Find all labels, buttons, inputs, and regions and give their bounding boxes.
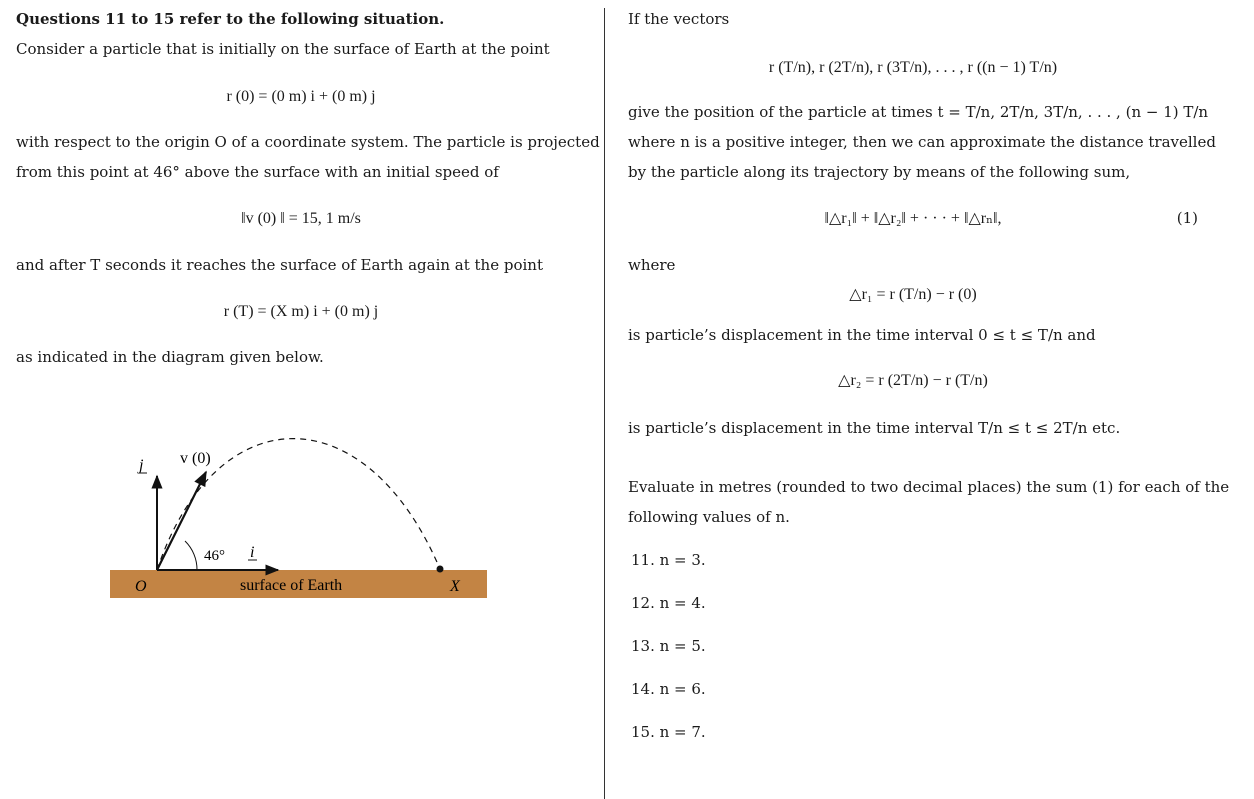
equation-rT: r (T) = (X m) i + (0 m) j bbox=[223, 303, 379, 320]
velocity-arrow bbox=[157, 472, 206, 570]
paragraph-projection: from this point at 46° above the surface with an initial speed of bbox=[16, 163, 499, 181]
label-surface: surface of Earth bbox=[240, 577, 343, 594]
label-j: j bbox=[139, 457, 144, 474]
trajectory-diagram bbox=[16, 400, 586, 640]
paragraph-diagram-ref: as indicated in the diagram given below. bbox=[16, 348, 324, 366]
question-12: 12. n = 4. bbox=[631, 594, 706, 612]
label-X: X bbox=[450, 578, 460, 595]
paragraph-interval-1: is particle’s displacement in the time interval 0 ≤ t ≤ T/n and bbox=[628, 326, 1096, 344]
question-11: 11. n = 3. bbox=[631, 551, 706, 569]
paragraph-sum-intro: by the particle along its trajectory by means of the following sum, bbox=[628, 163, 1131, 181]
right-column bbox=[628, 0, 1230, 799]
angle-arc bbox=[185, 541, 197, 570]
paragraph-evaluate: Evaluate in metres (rounded to two decimal places) the sum (1) for each of the bbox=[628, 478, 1230, 496]
label-i: i bbox=[250, 544, 255, 561]
label-angle: 46° bbox=[204, 548, 225, 564]
questions-heading: Questions 11 to 15 refer to the following situation. bbox=[16, 10, 445, 28]
equation-vectors: r (T/n), r (2T/n), r (3T/n), . . . , r ((n − 1) T/n) bbox=[768, 59, 1058, 76]
equation-r0: r (0) = (0 m) i + (0 m) j bbox=[226, 88, 376, 105]
left-column bbox=[16, 0, 600, 799]
label-v0: v (0) bbox=[180, 450, 211, 467]
question-14: 14. n = 6. bbox=[631, 680, 706, 698]
intro-paragraph: Consider a particle that is initially on the surface of Earth at the point bbox=[16, 40, 550, 58]
paragraph-vectors-intro: If the vectors bbox=[628, 10, 730, 28]
paragraph-where: where bbox=[628, 256, 676, 274]
question-13: 13. n = 5. bbox=[631, 637, 706, 655]
paragraph-interval-2: is particle’s displacement in the time interval T/n ≤ t ≤ 2T/n etc. bbox=[628, 419, 1121, 437]
equation-dr2: △r₂ = r (2T/n) − r (T/n) bbox=[838, 372, 988, 389]
label-origin: O bbox=[135, 578, 147, 595]
question-15: 15. n = 7. bbox=[631, 723, 706, 741]
paragraph-landing: and after T seconds it reaches the surface of Earth again at the point bbox=[16, 256, 543, 274]
equation-sum: ‖△r₁‖ + ‖△r₂‖ + · · · + ‖△rₙ‖, bbox=[824, 210, 1002, 227]
equation-number: (1) bbox=[1176, 209, 1198, 227]
paragraph-values: following values of n. bbox=[628, 508, 790, 526]
paragraph-origin: with respect to the origin O of a coordinate system. The particle is projected bbox=[16, 133, 600, 151]
paragraph-times: give the position of the particle at times t = T/n, 2T/n, 3T/n, . . . , (n − 1) T/n bbox=[628, 103, 1209, 121]
paragraph-approx: where n is a positive integer, then we can approximate the distance travelled bbox=[628, 133, 1216, 151]
equation-speed: ‖v (0) ‖ = 15, 1 m/s bbox=[241, 210, 361, 227]
landing-point bbox=[437, 566, 444, 573]
column-divider bbox=[604, 8, 605, 799]
equation-dr1: △r₁ = r (T/n) − r (0) bbox=[849, 286, 977, 303]
